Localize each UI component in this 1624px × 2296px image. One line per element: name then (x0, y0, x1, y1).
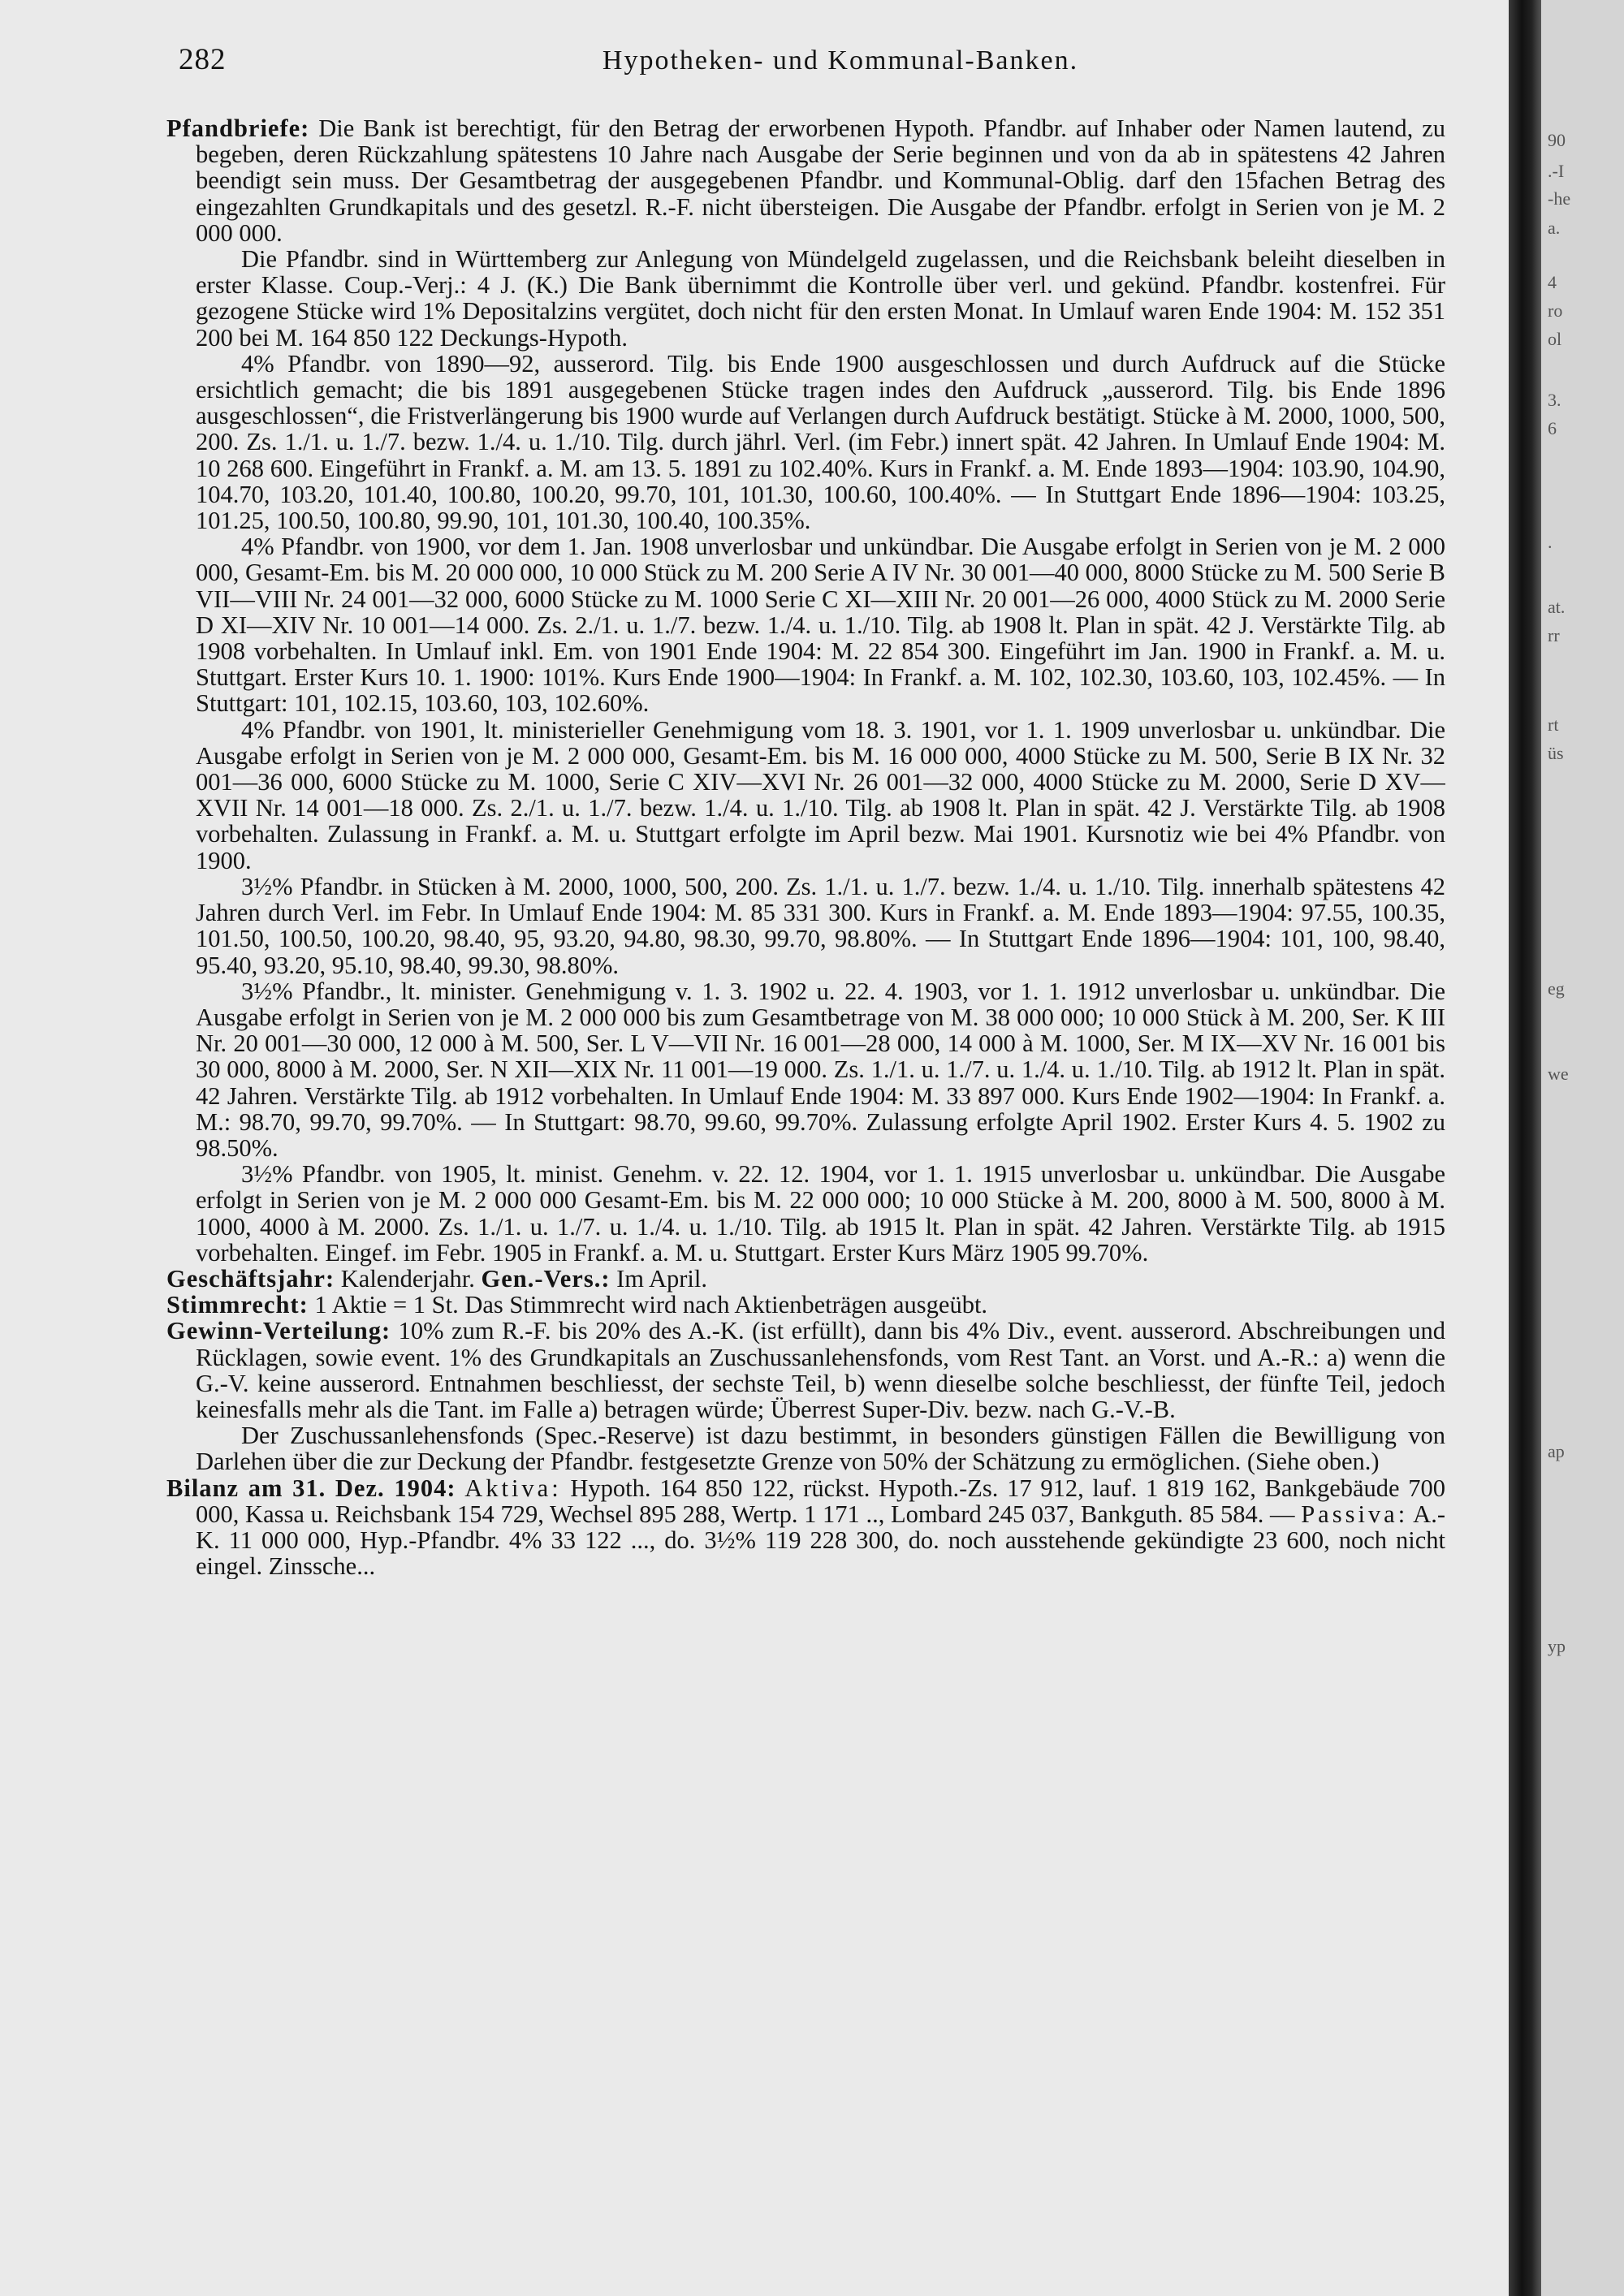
adjacent-text-fragment: a. (1548, 218, 1561, 238)
section-geschaeftsjahr (166, 1266, 1445, 1292)
running-title: Hypotheken- und Kommunal-Banken. (602, 45, 1079, 76)
paragraph: 3½% Pfandbr. von 1905, lt. minist. Genehm. v. 22. 12. 1904, vor 1. 1. 1915 unverlosbar u. unkündbar. Die Ausgabe erfolgt in Serien von je M. 2 000 000 Gesamt-Em. bis M. 22 000 000; 10 000 Stücke à M. 200, 8000 à M. 500, 8000 à M. 1000, 4000 à M. 2000. Zs. 1./1. u. 1./7. u. 1./4. u. 1./10. Tilg. ab 1915 lt. Plan in spät. 42 Jahren. Verstärkte Tilg. ab 1915 vorbehalten. Eingef. im Febr. 1905 in Frankf. a. M. u. Stuttgart. Erster Kurs März 1905 99.70%. (196, 1160, 1445, 1267)
adjacent-text-fragment: eg (1548, 978, 1565, 999)
adjacent-text-fragment: yp (1548, 1636, 1566, 1656)
aktiva-text: Hypoth. 164 850 122, rückst. Hypoth.-Zs. 17 912, lauf. 1 819 162, Bankgebäude 700 000, Kassa u. Reichsbank 154 729, Wechsel 895 288, Wertp. 1 171 .., Lombard 245 037, Bankguth. 85 584. — (196, 1474, 1445, 1528)
page-number: 282 (179, 43, 227, 76)
adjacent-text-fragment: we (1548, 1064, 1569, 1084)
page-header (179, 42, 1445, 91)
adjacent-text-fragment: rr (1548, 625, 1560, 645)
adjacent-text-fragment: üs (1548, 743, 1564, 763)
section-text: Kalenderjahr. (340, 1264, 475, 1293)
paragraph: 4% Pfandbr. von 1890—92, ausserord. Tilg. bis Ende 1900 ausgeschlossen und durch Aufdruck auf die Stücke ersichtlich gemacht; die bis 1891 ausgegebenen Stücke tragen indes den Aufdruck „ausserord. Tilg. bis Ende 1896 ausgeschlossen“, die Fristverlängerung bis 1900 wurde auf Verlangen durch Aufdruck bestätigt. Stücke à M. 2000, 1000, 500, 200. Zs. 1./1. u. 1./7. bezw. 1./4. u. 1./10. Tilg. durch jährl. Verl. (im Febr.) innert spät. 42 Jahren. In Umlauf Ende 1904: M. 10 268 600. Eingeführt in Frankf. a. M. am 13. 5. 1891 zu 102.40%. Kurs in Frankf. a. M. Ende 1893—1904: 103.90, 104.90, 104.70, 103.20, 101.40, 100.80, 100.20, 99.70, 101, 101.30, 100.60, 100.40%. — In Stuttgart Ende 1896—1904: 103.25, 101.25, 100.50, 100.80, 99.90, 101, 101.30, 100.40, 100.35%. (196, 349, 1445, 535)
aktiva-label: Aktiva: (464, 1474, 562, 1502)
adjacent-text-fragment: .-I (1548, 161, 1565, 181)
section-bilanz (166, 1475, 1445, 1580)
section-stimmrecht (166, 1292, 1445, 1318)
adjacent-text-fragment: ro (1548, 300, 1563, 321)
adjacent-text-fragment: ol (1548, 329, 1562, 349)
paragraph: 3½% Pfandbr., lt. minister. Genehmigung v. 1. 3. 1902 u. 22. 4. 1903, vor 1. 1. 1912 unverlosbar u. unkündbar. Die Ausgabe erfolgt in Serien von je M. 2 000 000 bis zum Gesamtbetrage von M. 38 000 000; 10 000 Stück à M. 200, Ser. K III Nr. 20 001—30 000, 12 000 à M. 500, Ser. L V—VII Nr. 16 001—28 000, 14 000 à M. 1000, Ser. M IX—XV Nr. 16 001 bis 30 000, 8000 à M. 2000, Ser. N XII—XIX Nr. 11 001—19 000. Zs. 1./1. u. 1./7. u. 1./4. u. 1./10. Tilg. ab 1912 lt. Plan in spät. 42 Jahren. Verstärkte Tilg. ab 1912 vorbehalten. In Umlauf Ende 1904: M. 33 897 000. Kurs Ende 1902—1904: In Frankf. a. M.: 98.70, 99.70, 99.70%. — In Stuttgart: 98.70, 99.60, 99.70%. Zulassung erfolgte April 1902. Erster Kurs 4. 5. 1902 zu 98.50%. (196, 977, 1445, 1162)
adjacent-text-fragment: -he (1548, 188, 1571, 209)
section-text: Die Bank ist berechtigt, für den Betrag der erworbenen Hypoth. Pfandbr. auf Inhaber oder Namen lautend, zu begeben, deren Rückzahlung spätestens 10 Jahre nach Ausgabe der Serie beginnen und von da ab in spätestens 42 Jahren beendigt sein muss. Der Gesamtbetrag der ausgegebenen Pfandbr. und Kommunal-Oblig. darf den 15fachen Betrag des eingezahlten Grundkapitals und des gesetzl. R.-F. nicht übersteigen. Die Ausgabe der Pfandbr. erfolgt in Serien von je M. 2 000 000. (196, 115, 1445, 247)
section-label: Stimmrecht: (166, 1291, 309, 1319)
adjacent-text-fragment: 4 (1548, 272, 1557, 292)
section-label: Gen.-Vers.: (481, 1264, 611, 1293)
section-label: Geschäftsjahr: (166, 1264, 335, 1293)
paragraph: 4% Pfandbr. von 1900, vor dem 1. Jan. 1908 unverlosbar und unkündbar. Die Ausgabe erfolgt in Serien von je M. 2 000 000, Gesamt-Em. bis M. 20 000 000, 10 000 Stück zu M. 200 Serie A IV Nr. 30 001—40 000, 8000 Stücke zu M. 500 Serie B VII—VIII Nr. 24 001—32 000, 6000 Stücke zu M. 1000 Serie C XI—XIII Nr. 20 001—26 000, 4000 Stück zu M. 2000 Serie D XI—XIV Nr. 10 001—14 000. Zs. 2./1. u. 1./7. bezw. 1./4. u. 1./10. Tilg. ab 1908 lt. Plan in spät. 42 J. Verstärkte Tilg. ab 1908 vorbehalten. In Umlauf inkl. Em. von 1901 Ende 1904: M. 22 854 300. Eingeführt im Jan. 1900 in Frankf. a. M. u. Stuttgart. Erster Kurs 10. 1. 1900: 101%. Kurs Ende 1900—1904: In Frankf. a. M. 102, 102.30, 103.60, 103, 102.45%. — In Stuttgart: 101, 102.15, 103.60, 103, 102.60%. (196, 533, 1445, 718)
paragraph: Der Zuschussanlehensfonds (Spec.-Reserve) ist dazu bestimmt, in besonders günstigen Fällen die Bewilligung von Darlehen über die zur Deckung der Pfandbr. festgesetzte Grenze von 50% der Schätzung zu ermöglichen. (Siehe oben.) (196, 1422, 1445, 1476)
adjacent-text-fragment: . (1548, 532, 1553, 552)
adjacent-text-fragment: at. (1548, 597, 1566, 617)
paragraph: Die Pfandbr. sind in Württemberg zur Anlegung von Mündelgeld zugelassen, und die Reichsbank beleiht dieselben in erster Klasse. Coup.-Verj.: 4 J. (K.) Die Bank übernimmt die Kontrolle über verl. und gekünd. Pfandbr. kostenfrei. Für gezogene Stücke wird 1% Depositalzins vergütet, doch nicht für den ersten Monat. In Umlauf waren Ende 1904: M. 152 351 200 bei M. 164 850 122 Deckungs-Hypoth. (196, 245, 1445, 352)
book-gutter (1509, 0, 1541, 2296)
adjacent-text-fragment: 3. (1548, 390, 1561, 410)
passiva-label: Passiva: (1301, 1500, 1409, 1528)
paragraph: 4% Pfandbr. von 1901, lt. ministerieller Genehmigung vom 18. 3. 1901, vor 1. 1. 1909 unverlosbar u. unkündbar. Die Ausgabe erfolgt in Serien von je M. 2 000 000, Gesamt-Em. bis M. 16 000 000, 4000 Stücke zu M. 500, Serie B IX Nr. 32 001—36 000, 6000 Stücke zu M. 1000, Serie C XIV—XVI Nr. 26 001—32 000, 4000 Stücke zu M. 2000, Serie D XV—XVII Nr. 14 001—18 000. Zs. 2./1. u. 1./7. bezw. 1./4. u. 1./10. Tilg. ab 1908 lt. Plan in spät. 42 J. Verstärkte Tilg. ab 1908 vorbehalten. Zulassung in Frankf. a. M. u. Stuttgart erfolgte im April bezw. Mai 1901. Kursnotiz wie bei 4% Pfandbr. von 1900. (196, 715, 1445, 874)
section-label: Pfandbriefe: (166, 115, 310, 142)
adjacent-text-fragment: 6 (1548, 418, 1557, 438)
section-label: Bilanz am 31. Dez. 1904: (166, 1474, 456, 1502)
page-body (166, 115, 1445, 1579)
section-text: 10% zum R.-F. bis 20% des A.-K. (ist erfüllt), dann bis 4% Div., event. ausserord. Abschreibungen und Rücklagen, sowie event. 1% des Grundkapitals an Zuschussanlehensfonds, vom Rest Tant. an Vorst. und A.-R.: a) wenn die G.-V. keine ausserord. Entnahmen beschliesst, der sechste Teil, b) wenn dieselbe solche beschliesst, der fünfte Teil, jedoch keinesfalls mehr als die Tant. im Falle a) betragen würde; Überrest Super-Div. bezw. nach G.-V.-B. (196, 1317, 1445, 1423)
section-pfandbriefe (166, 115, 1445, 246)
paragraph: 3½% Pfandbr. in Stücken à M. 2000, 1000, 500, 200. Zs. 1./1. u. 1./7. bezw. 1./4. u. 1./10. Tilg. innerhalb spätestens 42 Jahren durch Verl. im Febr. In Umlauf Ende 1904: M. 85 331 300. Kurs in Frankf. a. M. Ende 1893—1904: 97.55, 100.35, 101.50, 100.50, 100.20, 98.40, 95, 93.20, 94.80, 98.30, 99.70, 98.80%. — In Stuttgart Ende 1896—1904: 101, 100, 98.40, 95.40, 93.20, 95.10, 98.40, 99.30, 98.80%. (196, 872, 1445, 979)
section-text: 1 Aktie = 1 St. Das Stimmrecht wird nach Aktienbeträgen ausgeübt. (314, 1291, 988, 1319)
adjacent-text-fragment: 90 (1548, 130, 1566, 150)
adjacent-text-fragment: ap (1548, 1441, 1565, 1461)
section-label: Gewinn-Verteilung: (166, 1317, 391, 1345)
adjacent-text-fragment: rt (1548, 714, 1559, 735)
passiva-text: A.-K. 11 000 000, Hyp.-Pfandbr. 4% 33 122 ..., do. 3½% 119 228 300, do. noch ausstehende gekündigte 23 600, noch nicht eingel. Zinssche... (196, 1500, 1445, 1580)
section-gewinn-verteilung (166, 1318, 1445, 1422)
section-text: Im April. (616, 1264, 707, 1293)
adjacent-page-edge (1541, 0, 1624, 2296)
